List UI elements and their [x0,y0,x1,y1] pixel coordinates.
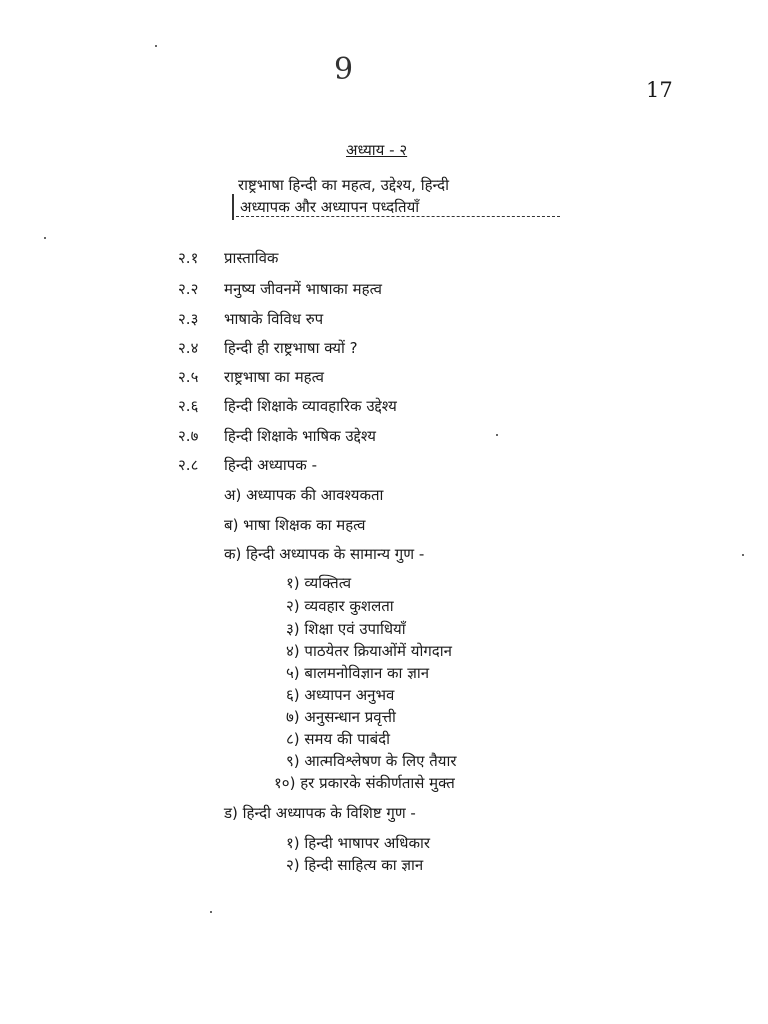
toc-number: २.४ [178,339,199,357]
quality-item: ९) आत्मविश्लेषण के लिए तैयार [286,752,457,770]
toc-item: हिन्दी अध्यापक - [224,456,318,474]
toc-number: २.८ [178,456,199,474]
special-item: १) हिन्दी भाषापर अधिकार [286,834,431,852]
special-item: २) हिन्दी साहित्य का ज्ञान [286,856,424,874]
toc-number: २.१ [178,249,199,267]
toc-number: २.५ [178,368,199,386]
special-heading: ड) हिन्दी अध्यापक के विशिष्ट गुण - [224,804,416,822]
toc-item: हिन्दी शिक्षाके व्यावहारिक उद्देश्य [224,397,397,415]
page-number: 17 [646,78,673,102]
scan-speck [210,911,212,913]
sub-item: अ) अध्यापक की आवश्यकता [224,486,384,504]
quality-item: ८) समय की पाबंदी [286,730,390,748]
toc-item: मनुष्य जीवनमें भाषाका महत्व [224,280,382,298]
chapter-title-line1: राष्ट्रभाषा हिन्दी का महत्व, उद्देश्य, हिन्दी [238,176,450,194]
quality-item: १) व्यक्तित्व [286,574,352,592]
toc-number: २.६ [178,397,199,415]
quality-item: ३) शिक्षा एवं उपाधियाँ [286,620,406,638]
handwritten-mark: 9 [334,52,354,87]
scan-speck [742,554,744,556]
chapter-label: अध्याय - २ [346,141,408,159]
toc-item: हिन्दी ही राष्ट्रभाषा क्यों ? [224,339,358,357]
quality-item: ४) पाठयेतर क्रियाओंमें योगदान [286,642,452,660]
scan-speck [44,237,46,239]
title-bracket [232,194,234,220]
toc-item: राष्ट्रभाषा का महत्व [224,368,324,386]
toc-number: २.३ [178,310,199,328]
quality-item: ५) बालमनोविज्ञान का ज्ञान [286,664,430,682]
toc-number: २.७ [178,427,199,445]
toc-item: भाषाके विविध रुप [224,310,324,328]
quality-item: ६) अध्यापन अनुभव [286,686,395,704]
title-underline [236,216,560,217]
quality-item: ७) अनुसन्धान प्रवृत्ती [286,708,396,726]
chapter-title-line2: अध्यापक और अध्यापन पध्दतियाँ [240,198,420,216]
toc-number: २.२ [178,280,199,298]
toc-item: हिन्दी शिक्षाके भाषिक उद्देश्य [224,427,376,445]
sub-item: ब) भाषा शिक्षक का महत्व [224,516,366,534]
scan-speck [155,45,157,47]
sub-item: क) हिन्दी अध्यापक के सामान्य गुण - [224,545,425,563]
quality-item: १०) हर प्रकारके संकीर्णतासे मुक्त [274,774,455,792]
scan-speck [496,434,498,436]
quality-item: २) व्यवहार कुशलता [286,597,394,615]
toc-item: प्रास्ताविक [224,249,279,267]
